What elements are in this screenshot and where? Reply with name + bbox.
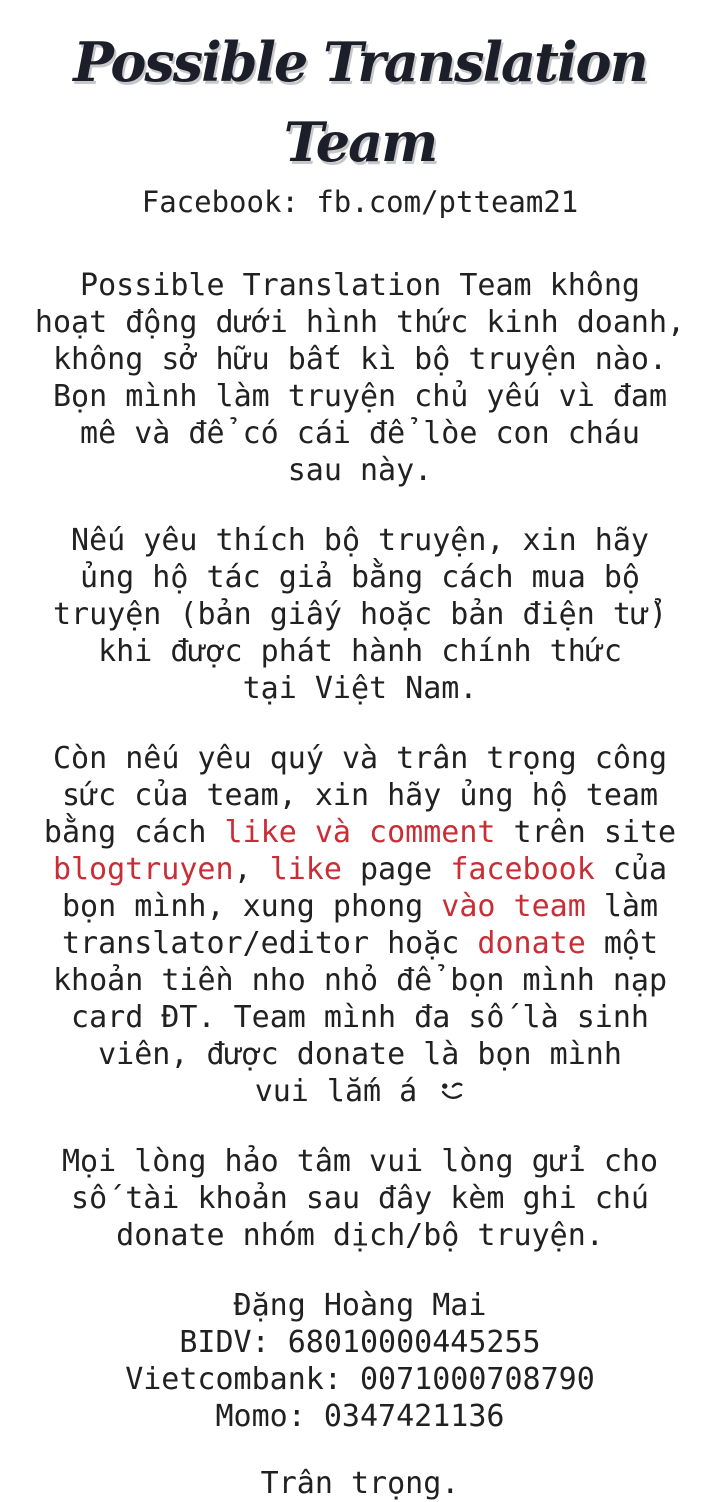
wink-smiley-icon <box>438 1078 465 1105</box>
paragraph-line <box>0 888 720 925</box>
momo-account-number: Momo: 0347421136 <box>215 1399 505 1434</box>
paragraph-line: không sở hữu bất kì bộ truyện nào. <box>52 342 668 377</box>
paragraph-line: truyện (bản giấy hoặc bản điện tử) <box>52 597 668 632</box>
paragraph-line: Nếu yêu thích bộ truyện, xin hãy <box>71 523 649 558</box>
paragraph-author-support <box>0 522 720 707</box>
highlight-join-team: vào team <box>441 889 586 924</box>
account-holder-name: Đặng Hoàng Mai <box>233 1288 487 1323</box>
paragraph-line <box>0 851 720 888</box>
paragraph-line <box>0 777 720 814</box>
paragraph-line: Bọn mình làm truyện chủ yếu vì đam <box>52 379 668 414</box>
paragraph-line: tại Việt Nam. <box>242 671 478 706</box>
paragraph-donation-note <box>0 1143 720 1254</box>
vietcombank-account-number: Vietcombank: 0071000708790 <box>125 1362 595 1397</box>
paragraph-line: mê và để có cái để lòe con cháu <box>80 416 640 451</box>
highlight-like-comment: like và comment <box>224 815 496 850</box>
closing-text: Trân trọng. <box>260 1466 460 1501</box>
text-segment: làm <box>585 889 659 924</box>
paragraph-line: hoạt động dưới hình thức kinh doanh, <box>34 305 686 340</box>
paragraph-intro <box>0 267 720 489</box>
paragraph-line <box>0 925 720 962</box>
paragraph-line: khi được phát hành chính thức <box>98 634 622 669</box>
text-segment: trên site <box>495 815 677 850</box>
text-segment: translator/editor hoặc <box>61 926 478 961</box>
paragraph-line <box>0 1036 720 1073</box>
paragraph-line: ủng hộ tác giả bằng cách mua bộ <box>80 560 640 595</box>
paragraph-line: donate nhóm dịch/bộ truyện. <box>116 1218 604 1253</box>
text-segment: card ĐT. Team mình đa số là sinh <box>71 1000 649 1035</box>
text-segment: viên, được donate là bọn mình <box>98 1037 622 1072</box>
text-segment: bằng cách <box>43 815 225 850</box>
text-segment: vui lắm á <box>254 1074 436 1109</box>
text-segment: , <box>233 852 270 887</box>
paragraph-line: Possible Translation Team không <box>80 268 640 303</box>
text-segment: của <box>594 852 668 887</box>
text-segment: bọn mình, xung phong <box>61 889 442 924</box>
paragraph-line <box>0 814 720 851</box>
text-segment: Còn nếu yêu quý và trân trọng công <box>52 741 668 776</box>
text-segment: page <box>341 852 451 887</box>
bidv-account-number: BIDV: 68010000445255 <box>179 1325 541 1360</box>
paragraph-line <box>0 740 720 777</box>
text-segment: khoản tiền nho nhỏ để bọn mình nạp <box>52 963 668 998</box>
paragraph-line: số tài khoản sau đây kèm ghi chú <box>71 1181 649 1216</box>
highlight-like: like <box>269 852 342 887</box>
highlight-blogtruyen: blogtruyen <box>52 852 234 887</box>
paragraph-line <box>0 999 720 1036</box>
donation-accounts <box>0 1287 720 1435</box>
paragraph-line <box>0 962 720 999</box>
paragraph-line: sau này. <box>287 453 433 488</box>
paragraph-line: Mọi lòng hảo tâm vui lòng gửi cho <box>61 1144 659 1179</box>
paragraph-team-support <box>0 740 720 1110</box>
team-title: Possible Translation Team <box>73 30 647 174</box>
text-segment: một <box>585 926 659 961</box>
highlight-donate: donate <box>477 926 586 961</box>
paragraph-line <box>0 1073 720 1110</box>
text-segment: sức của team, xin hãy ủng hộ team <box>61 778 659 813</box>
highlight-facebook: facebook <box>450 852 595 887</box>
facebook-handle: Facebook: fb.com/ptteam21 <box>141 185 579 219</box>
